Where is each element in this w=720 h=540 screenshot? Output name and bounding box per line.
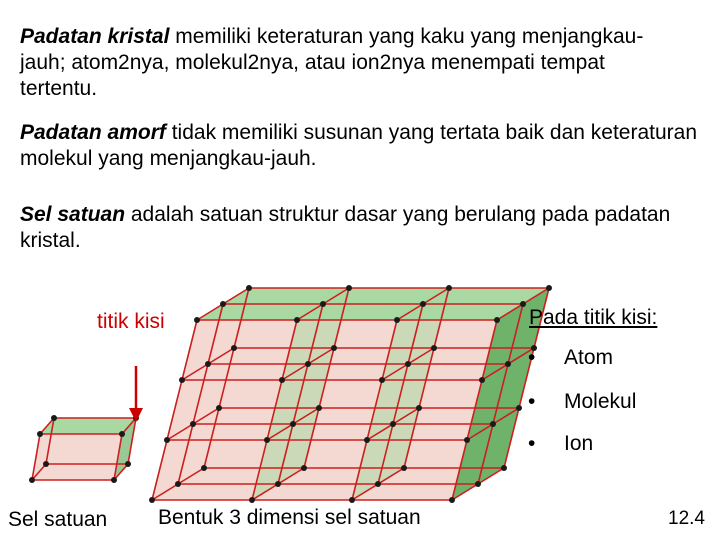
lattice-point [364, 437, 370, 443]
lattice-point [275, 481, 281, 487]
lattice-point [190, 421, 196, 427]
lattice-point [494, 317, 500, 323]
lattice-point [201, 465, 207, 471]
lattice-point [316, 405, 322, 411]
titik-kisi-arrow [129, 366, 143, 422]
lattice-point [446, 285, 452, 291]
lattice-point [279, 377, 285, 383]
lattice-point [516, 405, 522, 411]
lattice-point [505, 361, 511, 367]
definition-padatan-kristal: memiliki keteraturan yang kaku yang menjangkau-jauh; atom2nya, molekul2nya, atau ion2nya menempati tempat tertentu. [20, 25, 644, 100]
lattice-point [320, 301, 326, 307]
lattice-point [501, 465, 507, 471]
lattice-point [449, 497, 455, 503]
lattice-point [290, 421, 296, 427]
bullet: • [528, 390, 536, 413]
lattice-point [416, 405, 422, 411]
lattice-point [249, 497, 255, 503]
term-sel-satuan: Sel satuan [20, 203, 126, 226]
lattice-point [264, 437, 270, 443]
lattice-point [464, 437, 470, 443]
lattice-point [194, 317, 200, 323]
lattice-point [231, 345, 237, 351]
lattice-point [379, 377, 385, 383]
lattice-point [149, 497, 155, 503]
bullet: • [528, 346, 536, 369]
lattice-point [346, 285, 352, 291]
lattice-point [246, 285, 252, 291]
lattice-points-heading: Pada titik kisi: [529, 306, 658, 329]
lattice-caption: Bentuk 3 dimensi sel satuan [158, 506, 421, 529]
lattice-point [294, 317, 300, 323]
lattice-point [220, 301, 226, 307]
unit-cell-point [29, 477, 35, 483]
unit-cell-point [37, 431, 43, 437]
unit-cell-point [51, 415, 57, 421]
lattice-point [490, 421, 496, 427]
lattice-point [420, 301, 426, 307]
unit-cell-point [111, 477, 117, 483]
unit-cell-caption: Sel satuan [8, 508, 108, 531]
lattice-point [301, 465, 307, 471]
bullet: • [528, 432, 536, 455]
unit-cell-drawing [29, 415, 139, 483]
list-item [528, 390, 636, 414]
lattice-point [390, 421, 396, 427]
lattice-point [405, 361, 411, 367]
unit-cell-front-face [32, 434, 122, 480]
lattice-point [520, 301, 526, 307]
lattice-point [394, 317, 400, 323]
definition-sel-satuan: adalah satuan struktur dasar yang berulang pada padatan kristal. [20, 203, 671, 252]
list-item [528, 346, 613, 370]
unit-cell-point [119, 431, 125, 437]
titik-kisi-label: titik kisi [97, 310, 165, 333]
unit-cell-point [43, 461, 49, 467]
lattice-point [375, 481, 381, 487]
lattice-point [479, 377, 485, 383]
lattice-point [431, 345, 437, 351]
lattice-point [475, 481, 481, 487]
term-padatan-kristal: Padatan kristal [20, 25, 170, 48]
lattice-point [164, 437, 170, 443]
lattice-point [401, 465, 407, 471]
unit-cell-point [125, 461, 131, 467]
lattice-point [546, 285, 552, 291]
lattice-3d-drawing [149, 285, 552, 503]
lattice-point [216, 405, 222, 411]
term-padatan-amorf: Padatan amorf [20, 121, 166, 144]
list-item-ion: Ion [564, 432, 594, 455]
list-item-atom: Atom [564, 346, 614, 369]
lattice-point [175, 481, 181, 487]
list-item-molekul: Molekul [564, 390, 637, 413]
slide-number: 12.4 [668, 508, 705, 529]
lattice-point [205, 361, 211, 367]
lattice-point [349, 497, 355, 503]
definition-padatan-amorf: tidak memiliki susunan yang tertata baik dan keteraturan molekul yang menjangkau-jauh. [20, 121, 697, 170]
lattice-point [179, 377, 185, 383]
lattice-point [305, 361, 311, 367]
list-item [528, 432, 593, 456]
lattice-point [331, 345, 337, 351]
